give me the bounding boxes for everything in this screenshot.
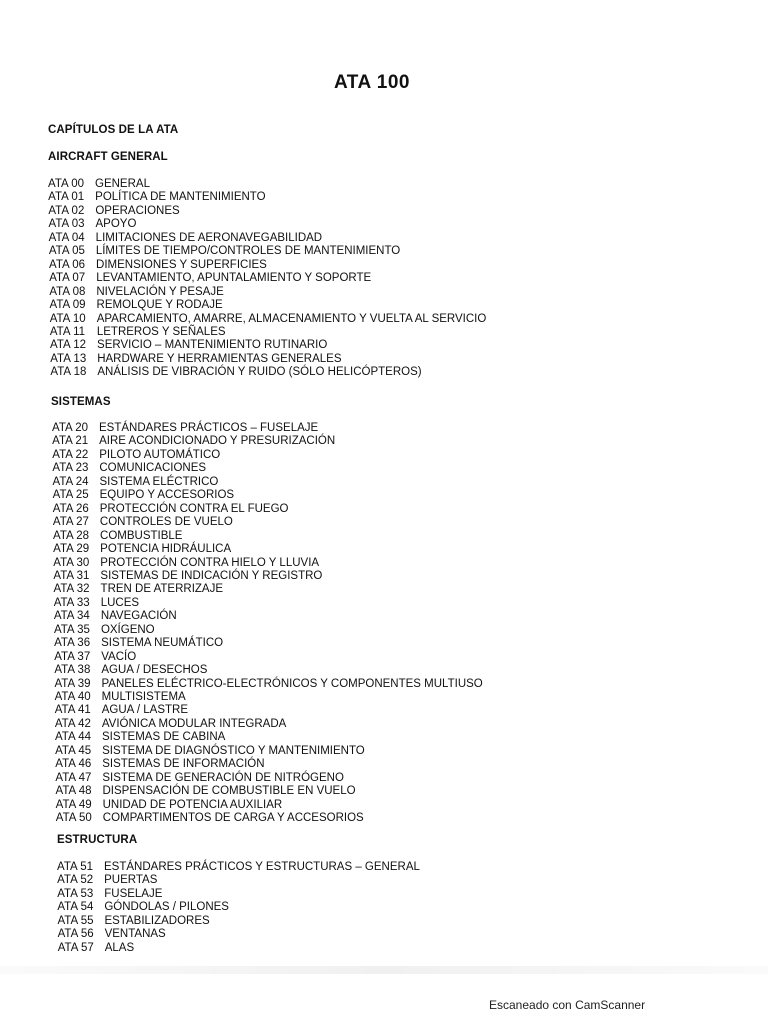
chapter-code: ATA 32 — [53, 583, 90, 596]
chapter-code: ATA 13 — [50, 352, 87, 365]
chapter-label: CONTROLES DE VUELO — [99, 516, 233, 529]
chapter-label: POLÍTICA DE MANTENIMIENTO — [95, 191, 266, 204]
chapter-item — [54, 678, 482, 691]
chapter-item — [54, 664, 207, 677]
chapter-label: HARDWARE Y HERRAMIENTAS GENERALES — [97, 352, 342, 365]
chapter-label: EQUIPO Y ACCESORIOS — [99, 489, 235, 502]
chapter-code: ATA 28 — [53, 529, 90, 542]
chapter-label: GÓNDOLAS / PILONES — [104, 901, 229, 914]
chapter-label: PANELES ELÉCTRICO-ELECTRÓNICOS Y COMPONENTES MULTIUSO — [101, 677, 483, 690]
chapter-item — [55, 691, 186, 704]
chapter-label: DISPENSACIÓN DE COMBUSTIBLE EN VUELO — [102, 785, 356, 798]
chapter-label: APOYO — [95, 218, 137, 231]
chapter-item — [57, 874, 157, 887]
chapter-label: LIMITACIONES DE AERONAVEGABILIDAD — [95, 231, 323, 244]
chapter-label: UNIDAD DE POTENCIA AUXILIAR — [102, 798, 283, 811]
section-heading: ESTRUCTURA — [57, 834, 138, 846]
chapter-code: ATA 50 — [55, 812, 92, 825]
chapter-label: SISTEMAS DE INDICACIÓN Y REGISTRO — [100, 569, 323, 582]
chapter-label: POTENCIA HIDRÁULICA — [100, 543, 232, 556]
chapter-code: ATA 34 — [53, 610, 90, 623]
chapter-label: AGUA / LASTRE — [101, 704, 188, 717]
chapter-item — [50, 366, 421, 379]
chapter-code: ATA 12 — [50, 339, 87, 352]
chapter-item — [52, 422, 318, 435]
chapter-code: ATA 37 — [54, 650, 91, 663]
chapter-item — [49, 286, 223, 299]
chapter-code: ATA 46 — [55, 758, 92, 771]
chapter-item — [54, 583, 223, 596]
chapter-label: SISTEMA DE GENERACIÓN DE NITRÓGENO — [102, 771, 344, 784]
chapter-item — [55, 731, 225, 744]
chapter-label: LÍMITES DE TIEMPO/CONTROLES DE MANTENIMIENTO — [95, 245, 401, 258]
chapter-code: ATA 31 — [53, 569, 90, 582]
chapter-item — [48, 178, 150, 191]
chapter-item — [53, 543, 231, 556]
chapter-label: OXÍGENO — [100, 623, 155, 636]
chapter-item — [56, 785, 356, 798]
chapter-item — [49, 218, 137, 231]
chapter-code: ATA 11 — [49, 325, 86, 338]
chapter-code: ATA 26 — [52, 502, 89, 515]
chapter-item — [52, 449, 220, 462]
chapter-code: ATA 01 — [48, 191, 85, 204]
chapter-label: AGUA / DESECHOS — [101, 664, 208, 677]
chapter-item — [55, 718, 286, 731]
chapter-label: SISTEMAS DE INFORMACIÓN — [102, 758, 265, 771]
chapter-item — [55, 758, 264, 771]
chapter-code: ATA 52 — [57, 874, 94, 887]
chapter-item — [54, 610, 177, 623]
chapter-item — [58, 928, 166, 941]
chapter-label: AIRE ACONDICIONADO Y PRESURIZACIÓN — [99, 435, 336, 448]
chapter-item — [55, 772, 344, 785]
chapter-code: ATA 55 — [57, 914, 94, 927]
scanner-watermark: Escaneado con CamScanner — [489, 998, 646, 1012]
chapter-code: ATA 42 — [54, 717, 91, 730]
chapter-item — [53, 489, 234, 502]
chapter-code: ATA 38 — [54, 664, 91, 677]
chapter-label: COMUNICACIONES — [99, 462, 207, 475]
chapter-label: VACÍO — [101, 650, 137, 663]
chapter-label: PROTECCIÓN CONTRA EL FUEGO — [99, 502, 289, 515]
chapter-label: AVIÓNICA MODULAR INTEGRADA — [101, 717, 287, 730]
chapter-label: PUERTAS — [104, 874, 158, 887]
chapter-item — [56, 799, 283, 812]
chapter-code: ATA 49 — [55, 798, 92, 811]
chapter-item — [54, 651, 136, 664]
chapter-label: ESTÁNDARES PRÁCTICOS Y ESTRUCTURAS – GENERAL — [104, 861, 420, 873]
chapter-code: ATA 09 — [49, 299, 86, 312]
chapter-item — [50, 313, 487, 326]
chapter-item — [52, 435, 335, 448]
chapter-item — [53, 476, 219, 489]
chapter-item — [57, 915, 209, 928]
chapter-code: ATA 04 — [48, 231, 85, 244]
chapter-label: MULTISISTEMA — [101, 691, 186, 703]
chapter-code: ATA 23 — [52, 462, 89, 475]
chapter-code: ATA 07 — [49, 272, 86, 285]
chapter-label: SISTEMA NEUMÁTICO — [101, 637, 224, 650]
chapter-code: ATA 39 — [54, 677, 91, 690]
chapter-code: ATA 57 — [57, 941, 94, 954]
section-heading: SISTEMAS — [51, 396, 111, 408]
chapter-code: ATA 24 — [52, 475, 89, 488]
chapter-code: ATA 06 — [49, 258, 86, 271]
chapter-label: DIMENSIONES Y SUPERFICIES — [96, 258, 267, 271]
chapter-item — [48, 191, 265, 204]
subtitle: CAPÍTULOS DE LA ATA — [48, 124, 179, 136]
chapter-code: ATA 51 — [57, 861, 94, 873]
chapter-item — [49, 245, 400, 258]
chapter-code: ATA 40 — [54, 691, 91, 703]
chapter-label: GENERAL — [95, 178, 150, 190]
chapter-code: ATA 21 — [52, 435, 89, 448]
chapter-code: ATA 35 — [53, 623, 90, 636]
chapter-item — [49, 259, 267, 272]
chapter-item — [53, 516, 233, 529]
chapter-item — [53, 503, 289, 516]
chapter-code: ATA 48 — [55, 785, 92, 798]
chapter-code: ATA 22 — [52, 448, 89, 461]
chapter-label: FUSELAJE — [104, 887, 163, 900]
chapter-label: COMPARTIMENTOS DE CARGA Y ACCESORIOS — [102, 812, 364, 825]
chapter-code: ATA 29 — [53, 543, 90, 556]
chapter-label: NAVEGACIÓN — [100, 610, 177, 623]
chapter-item — [54, 637, 223, 650]
chapter-item — [53, 530, 182, 543]
chapter-code: ATA 00 — [48, 178, 85, 190]
chapter-label: SERVICIO – MANTENIMIENTO RUTINARIO — [97, 339, 328, 352]
chapter-label: SISTEMAS DE CABINA — [101, 731, 226, 744]
chapter-label: SISTEMA DE DIAGNÓSTICO Y MANTENIMIENTO — [102, 744, 365, 757]
chapter-item — [50, 326, 226, 339]
chapter-label: ANÁLISIS DE VIBRACIÓN Y RUIDO (SÓLO HELICÓPTEROS) — [97, 366, 422, 379]
chapter-item — [50, 299, 223, 312]
chapter-label: APARCAMIENTO, AMARRE, ALMACENAMIENTO Y VUELTA AL SERVICIO — [96, 312, 487, 325]
scan-smudge — [0, 966, 768, 974]
chapter-code: ATA 20 — [52, 422, 89, 434]
chapter-item — [50, 353, 341, 366]
chapter-item — [57, 888, 162, 901]
chapter-item — [57, 861, 420, 874]
chapter-item — [58, 942, 134, 955]
chapter-item — [50, 339, 327, 352]
chapter-code: ATA 44 — [54, 731, 91, 744]
chapter-item — [53, 570, 322, 583]
chapter-code: ATA 36 — [54, 637, 91, 650]
chapter-item — [54, 597, 139, 610]
chapter-label: OPERACIONES — [95, 204, 180, 217]
chapter-item — [55, 745, 365, 758]
chapter-label: TREN DE ATERRIZAJE — [100, 583, 224, 596]
chapter-item — [52, 462, 206, 475]
chapter-code: ATA 02 — [48, 204, 85, 217]
chapter-item — [56, 812, 364, 825]
chapter-label: NIVELACIÓN Y PESAJE — [96, 285, 224, 298]
chapter-label: REMOLQUE Y RODAJE — [96, 299, 223, 312]
chapter-code: ATA 54 — [57, 901, 94, 914]
chapter-item — [54, 624, 155, 637]
chapter-item — [48, 205, 179, 218]
chapter-label: COMBUSTIBLE — [100, 529, 183, 542]
chapter-label: SISTEMA ELÉCTRICO — [99, 475, 219, 488]
chapter-code: ATA 03 — [48, 218, 85, 231]
chapter-label: PROTECCIÓN CONTRA HIELO Y LLUVIA — [100, 556, 320, 569]
chapter-label: ESTABILIZADORES — [104, 914, 210, 927]
chapter-code: ATA 47 — [55, 771, 92, 784]
chapter-item — [49, 232, 322, 245]
chapter-code: ATA 08 — [49, 285, 86, 298]
chapter-code: ATA 45 — [55, 744, 92, 757]
chapter-label: LETREROS Y SEÑALES — [96, 325, 226, 338]
chapter-code: ATA 10 — [49, 312, 86, 325]
chapter-code: ATA 25 — [52, 489, 89, 502]
chapter-label: VENTANAS — [104, 928, 166, 941]
chapter-code: ATA 56 — [57, 928, 94, 941]
chapter-code: ATA 05 — [48, 245, 85, 258]
chapter-code: ATA 53 — [57, 887, 94, 900]
chapter-item — [49, 272, 371, 285]
chapter-code: ATA 18 — [50, 366, 87, 379]
chapter-code: ATA 30 — [53, 556, 90, 569]
page-title: ATA 100 — [333, 72, 410, 93]
chapter-code: ATA 27 — [52, 516, 89, 529]
chapter-label: LUCES — [100, 596, 140, 609]
chapter-item — [57, 901, 229, 914]
chapter-code: ATA 41 — [54, 704, 91, 717]
chapter-item — [53, 557, 319, 570]
section-heading: AIRCRAFT GENERAL — [48, 151, 168, 163]
chapter-label: LEVANTAMIENTO, APUNTALAMIENTO Y SOPORTE — [96, 272, 372, 285]
chapter-item — [55, 704, 188, 717]
chapter-label: ESTÁNDARES PRÁCTICOS – FUSELAJE — [99, 422, 319, 434]
chapter-label: ALAS — [104, 941, 135, 954]
chapter-label: PILOTO AUTOMÁTICO — [99, 448, 221, 461]
chapter-code: ATA 33 — [53, 596, 90, 609]
